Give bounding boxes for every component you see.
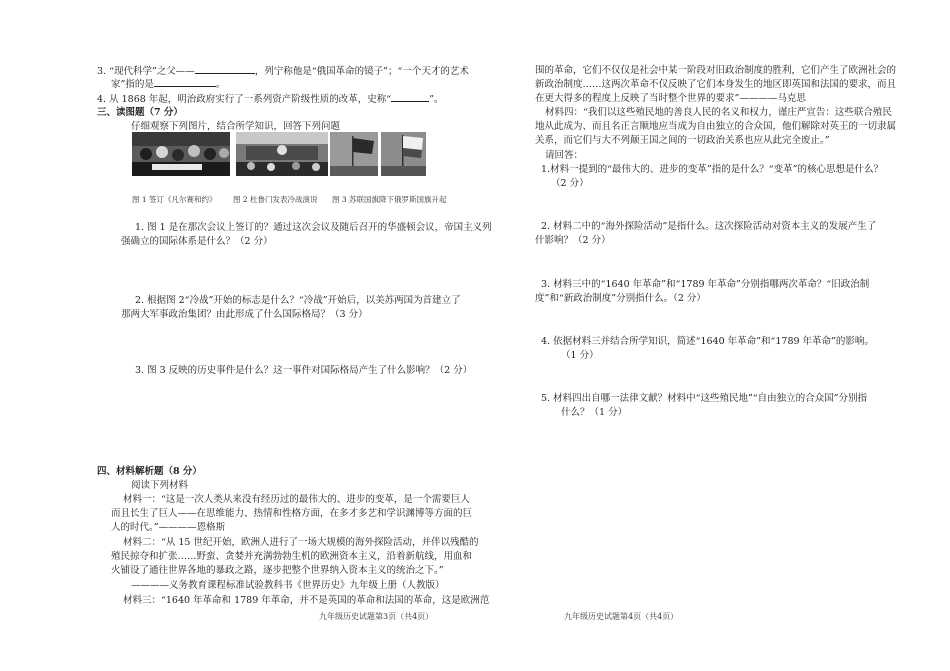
answer-blank[interactable]	[154, 77, 216, 87]
photo-russian-flag-raised	[381, 132, 426, 176]
photo-soviet-flag-image	[330, 132, 378, 176]
photo-russian-flag-image	[381, 132, 426, 176]
figure-question-3: 3. 图 3 反映的历史事件是什么？这一事件对国际格局产生了什么影响？（2 分）	[135, 365, 473, 376]
material-4-line-2: 地从此成为、而且名正言顺地应当成为自由独立的合众国，他们解除对英王的一切隶属	[535, 121, 897, 132]
question-a5-line-2: 什么？（1 分）	[561, 407, 628, 418]
material-2-line-3: 火铺设了通往世界各地的暴政之路，逐步把整个世界纳入资本主义的统治之下。”	[111, 565, 444, 576]
question-a4-line-2: （1 分）	[561, 350, 599, 361]
question-3-line2-text: 家”指的是	[111, 79, 154, 90]
question-3-middle: ，列宁称他是“俄国革命的镜子”；“一个天才的艺术	[254, 66, 469, 77]
photo-truman-speech	[236, 132, 328, 176]
question-4	[97, 92, 444, 106]
question-a5-line-1: 5. 材料四出自哪一法律文献？材料中“这些殖民地”“自由独立的合众国”分别指	[541, 393, 868, 404]
section-4-intro: 阅读下列材料	[131, 480, 189, 491]
photo-versailles-treaty	[132, 132, 230, 176]
question-a3-line-1: 3. 材料三中的“1640 年革命”和“1789 年革命”分别指哪两次革命？“旧政治制	[541, 279, 870, 290]
question-a4-line-1: 4. 依据材料三并结合所学知识，简述“1640 年革命”和“1789 年革命”的影响。	[541, 336, 874, 347]
question-a1-line-2: （2 分）	[551, 178, 589, 189]
question-a2-line-1: 2. 材料二中的“海外探险活动”是指什么。这次探险活动对资本主义的发展产生了	[541, 221, 877, 232]
material-4-line-3: 关系，而它们与大不列颠王国之间的一切政治关系也应从此完全废止。”	[535, 135, 830, 146]
material-1-line-2: 而且长生了巨人——在思维能力、热情和性格方面，在多才多艺和学识渊博等方面的巨	[111, 508, 473, 519]
material-1-line-3: 人的时代。”————恩格斯	[111, 522, 226, 533]
material-3-line-2: 围的革命，它们不仅仅是社会中某一阶段对旧政治制度的胜利，它们产生了欧洲社会的	[535, 65, 897, 76]
figure-question-1-line-1: 1. 图 1 是在那次会议上签订的？通过这次会议及随后召开的华盛顿会议，帝国主义列	[135, 222, 492, 233]
question-3-prefix: 3. “现代科学”之父——	[97, 66, 195, 77]
page-footer-3: 九年级历史试题第3页（共4页）	[319, 612, 434, 621]
figure-question-1-line-2: 强确立的国际体系是什么？（2 分）	[121, 236, 273, 247]
material-3-line-3: 新政治制度……这两次革命不仅反映了它们本身发生的地区即英国和法国的要求，而且	[535, 79, 897, 90]
material-4-line-1: 材料四：“我们以这些殖民地的善良人民的名义和权力，谨庄严宣告：这些联合殖民	[545, 107, 892, 118]
photo-versailles-image	[132, 132, 230, 176]
material-3-line-4: 在更大得多的程度上反映了当时整个世界的要求”————马克思	[535, 93, 806, 104]
material-2-line-2: 殖民掠夺和扩张……野蛮、贪婪并充满勃勃生机的欧洲资本主义，沿着新航线，用血和	[111, 551, 473, 562]
caption-figure-2: 图 2 杜鲁门发表冷战演说	[233, 195, 318, 204]
material-2-line-1: 材料二：“从 15 世纪开始，欧洲人进行了一场大规模的海外探险活动，并伴以残酷的	[123, 537, 479, 548]
answer-prompt: 请回答：	[545, 150, 584, 161]
answer-blank[interactable]	[391, 92, 429, 102]
page-footer-4: 九年级历史试题第4页（共4页）	[564, 612, 679, 621]
question-3-line-1	[97, 64, 469, 78]
figure-question-2-line-1: 2. 根据图 2“冷战”开始的标志是什么？“冷战”开始后，以美苏两国为首建立了	[135, 295, 461, 306]
material-2-source: ————义务教育课程标准试验教科书《世界历史》九年级上册（人教版）	[131, 580, 445, 591]
question-3-suffix: 。	[215, 79, 226, 90]
question-a2-line-2: 什影响？（2 分）	[535, 235, 611, 246]
caption-figure-3: 图 3 苏联国旗降下俄罗斯国旗升起	[332, 195, 447, 204]
section-3-intro: 仔细观察下列图片，结合所学知识，回答下列问题	[131, 121, 341, 132]
answer-blank[interactable]	[195, 64, 255, 74]
question-a3-line-2: 度”和“新政治制度”分别指什么。（2 分）	[535, 293, 706, 304]
caption-figure-1: 图 1 签订《凡尔赛和约》	[132, 195, 217, 204]
question-a1-line-1: 1.材料一提到的“最伟大的、进步的变革”指的是什么？“变革”的核心思想是什么？	[541, 164, 883, 175]
question-4-prefix: 4. 从 1868 年起，明治政府实行了一系列资产阶级性质的改革，史称“	[97, 94, 392, 105]
question-3-line-2	[111, 77, 225, 91]
photo-soviet-flag-lowered	[330, 132, 378, 176]
section-3-heading: 三、读图题（7 分）	[97, 107, 183, 118]
material-1-line-1: 材料一：“这是一次人类从来没有经历过的最伟大的、进步的变革，是一个需要巨人	[123, 494, 470, 505]
photo-truman-image	[236, 132, 328, 176]
figure-question-2-line-2: 那两大军事政治集团？由此形成了什么国际格局？（3 分）	[121, 309, 368, 320]
material-3-line-1: 材料三：“1640 年革命和 1789 年革命，并不是英国的革命和法国的革命，这是欧洲范	[123, 595, 490, 606]
page-4	[475, 0, 950, 671]
section-4-heading: 四、材料解析题（8 分）	[97, 466, 202, 477]
question-4-suffix: ”。	[429, 94, 444, 105]
